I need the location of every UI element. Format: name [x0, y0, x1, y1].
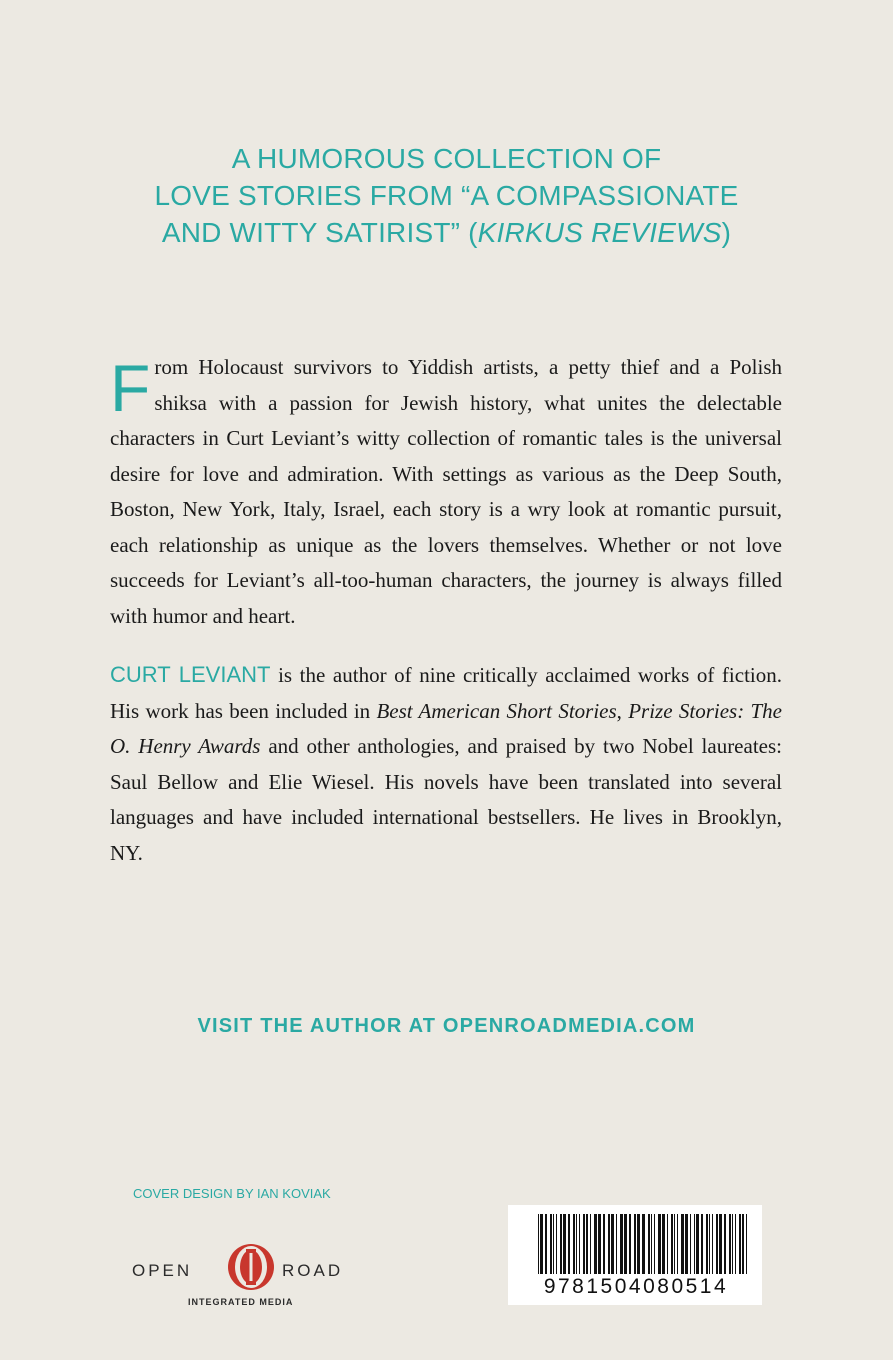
- logo-word-road: ROAD: [282, 1261, 344, 1280]
- barcode-bar: [611, 1214, 614, 1274]
- barcode-bar: [603, 1214, 605, 1274]
- author-bio: [110, 657, 782, 871]
- barcode-bar: [694, 1214, 695, 1274]
- book-blurb: [110, 350, 782, 634]
- barcode-bar: [696, 1214, 699, 1274]
- barcode-bar: [550, 1214, 552, 1274]
- barcode-bar: [556, 1214, 557, 1274]
- barcode-bar: [579, 1214, 580, 1274]
- barcode-bar: [583, 1214, 585, 1274]
- open-road-logo-icon: [226, 1242, 276, 1292]
- dropcap: F: [110, 351, 151, 425]
- barcode-bar: [608, 1214, 610, 1274]
- barcode-bar: [620, 1214, 623, 1274]
- barcode-bar: [674, 1214, 675, 1274]
- barcode: [508, 1205, 762, 1305]
- barcode-bar: [576, 1214, 577, 1274]
- headline-line-3-end: ): [721, 217, 732, 248]
- barcode-bar: [724, 1214, 726, 1274]
- barcode-bar: [685, 1214, 688, 1274]
- headline-line-1: A HUMOROUS COLLECTION OF: [231, 143, 662, 174]
- isbn-number: 9781504080514: [543, 1275, 729, 1298]
- barcode-bar: [654, 1214, 655, 1274]
- barcode-bar: [538, 1214, 539, 1274]
- barcode-bar: [746, 1214, 747, 1274]
- barcode-bar: [563, 1214, 566, 1274]
- bio-text-1: is the author of nine critically acclaimed works of fiction. His work has been included in: [110, 663, 782, 723]
- barcode-bar: [560, 1214, 562, 1274]
- barcode-bar: [716, 1214, 718, 1274]
- barcode-bar: [662, 1214, 665, 1274]
- headline-line-3-start: AND WITTY SATIRIST” (: [161, 217, 478, 248]
- barcode-bar: [553, 1214, 554, 1274]
- barcode-bar: [671, 1214, 673, 1274]
- bio-text-2: ,: [616, 698, 629, 723]
- barcode-bar: [586, 1214, 588, 1274]
- logo-word-open: OPEN: [132, 1261, 193, 1280]
- barcode-bar: [701, 1214, 703, 1274]
- blurb-text: rom Holocaust survivors to Yiddish artists, a petty thief and a Polish shiksa with a passion for Jewish history, what unites the delectable characters in Curt Leviant’s witty collection of romantic tales is the universal desire for love and admiration. With settings as various as the Deep South, Boston, New York, Italy, Israel, each story is a wry look at romantic pursuit, each relationship as unique as the lovers themselves. Whether or not love succeeds for Leviant’s all-too-human characters, the journey is always filled with humor and heart.: [110, 355, 782, 628]
- barcode-bar: [706, 1214, 708, 1274]
- barcode-bar: [735, 1214, 736, 1274]
- barcode-bar: [677, 1214, 678, 1274]
- kirkus-reviews-title: KIRKUS REVIEWS: [477, 217, 722, 248]
- bio-text-3: and other anthologies, and praised by two Nobel laureates: Saul Bellow and Elie Wiesel. His novels have been translated into several languages and have included international bestsellers. He lives in Brooklyn, NY.: [110, 734, 782, 865]
- barcode-bar: [624, 1214, 627, 1274]
- barcode-bar: [568, 1214, 570, 1274]
- barcode-bar: [712, 1214, 713, 1274]
- barcode-bar: [658, 1214, 661, 1274]
- barcode-bar: [590, 1214, 591, 1274]
- barcode-bar: [598, 1214, 601, 1274]
- headline: [0, 140, 893, 251]
- barcode-bar: [545, 1214, 547, 1274]
- anthology-title-2: Prize Stories: The O. Henry Awards: [110, 698, 782, 758]
- barcode-bar: [648, 1214, 650, 1274]
- barcode-bar: [719, 1214, 722, 1274]
- headline-line-2: LOVE STORIES FROM “A COMPASSIONATE: [154, 180, 739, 211]
- headline-line-3: [0, 214, 893, 251]
- barcode-bar: [729, 1214, 731, 1274]
- visit-author-link[interactable]: VISIT THE AUTHOR AT OPENROADMEDIA.COM: [197, 1015, 696, 1037]
- barcode-bar: [742, 1214, 744, 1274]
- barcode-bar: [709, 1214, 710, 1274]
- author-name: CURT LEVIANT: [110, 662, 271, 687]
- logo-subtitle: INTEGRATED MEDIA: [188, 1297, 294, 1307]
- barcode-bar: [690, 1214, 691, 1274]
- barcode-bar: [732, 1214, 733, 1274]
- barcode-bar: [540, 1214, 543, 1274]
- barcode-bar: [642, 1214, 645, 1274]
- barcode-bar: [594, 1214, 597, 1274]
- barcode-bar: [667, 1214, 668, 1274]
- cover-design-credit: COVER DESIGN BY IAN KOVIAK: [133, 1186, 331, 1201]
- barcode-bar: [651, 1214, 652, 1274]
- barcode-bar: [634, 1214, 636, 1274]
- barcode-bar: [616, 1214, 617, 1274]
- barcode-bar: [637, 1214, 640, 1274]
- barcode-bar: [739, 1214, 741, 1274]
- barcode-bar: [629, 1214, 631, 1274]
- anthology-title-1: Best American Short Stories: [376, 698, 617, 723]
- barcode-bar: [573, 1214, 575, 1274]
- barcode-bar: [681, 1214, 684, 1274]
- publisher-logo: [130, 1240, 370, 1310]
- barcode-bars: [538, 1214, 748, 1274]
